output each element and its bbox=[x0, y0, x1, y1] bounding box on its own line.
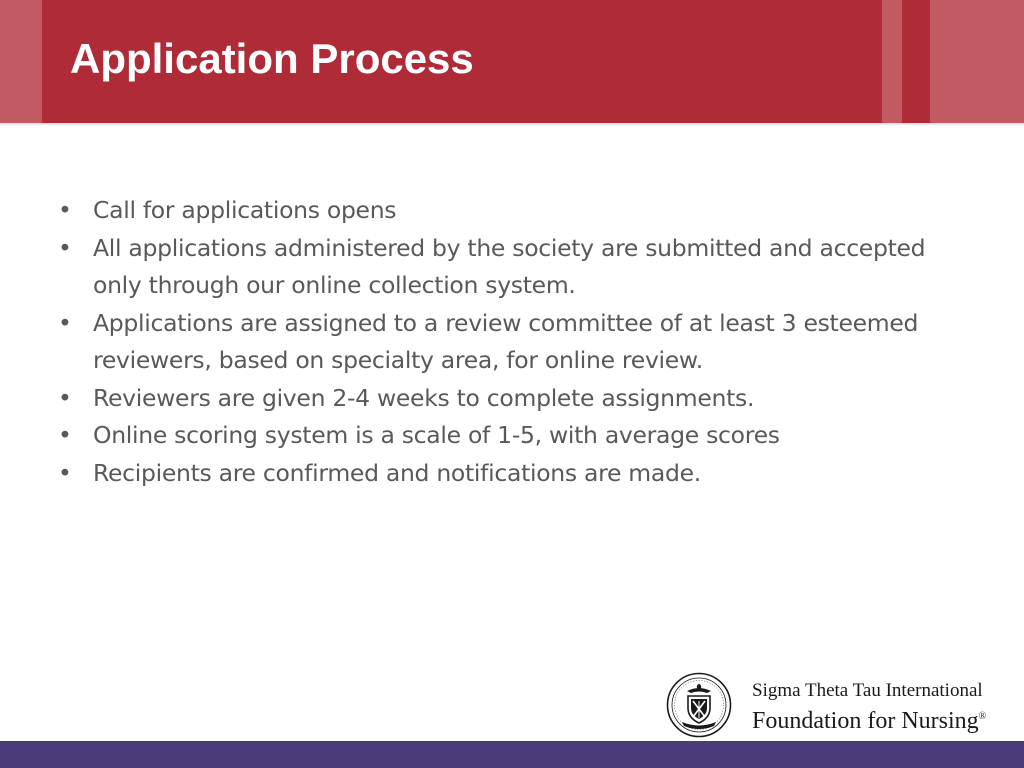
bullet-item bbox=[58, 305, 928, 380]
slide-title: Application Process bbox=[70, 35, 474, 82]
header-stripe bbox=[882, 0, 902, 123]
bullet-text: Recipients are confirmed and notifications are made. bbox=[93, 458, 701, 487]
logo-organization-name: Sigma Theta Tau International bbox=[752, 680, 983, 701]
society-seal-icon bbox=[666, 672, 732, 738]
bullet-dot-icon: • bbox=[58, 458, 72, 487]
bullet-item bbox=[58, 380, 928, 418]
bullet-text: All applications administered by the society are submitted and accepted only through our online collection system. bbox=[93, 233, 926, 299]
header-left-strip bbox=[0, 0, 42, 123]
bullet-text: Reviewers are given 2-4 weeks to complete assignments. bbox=[93, 383, 755, 412]
bullet-text: Call for applications opens bbox=[93, 196, 397, 224]
logo-foundation-name bbox=[752, 703, 986, 735]
logo-foundation-text: Foundation for Nursing bbox=[752, 708, 979, 734]
bullet-item bbox=[58, 192, 928, 230]
bullet-item bbox=[58, 417, 928, 455]
bullet-item bbox=[58, 455, 928, 493]
bullet-dot-icon: • bbox=[58, 196, 72, 224]
bullet-dot-icon: • bbox=[58, 308, 72, 337]
bullet-text: Applications are assigned to a review committee of at least 3 esteemed reviewers, based on specialty area, for online review. bbox=[93, 308, 919, 374]
bullet-dot-icon: • bbox=[58, 233, 72, 262]
header-band bbox=[0, 0, 1024, 123]
header-shadow bbox=[0, 123, 1024, 126]
header-stripe bbox=[902, 0, 930, 123]
bullet-list bbox=[58, 192, 928, 492]
footer-band bbox=[0, 741, 1024, 768]
bullet-text: Online scoring system is a scale of 1-5, with average scores bbox=[93, 421, 780, 449]
header-stripe bbox=[930, 0, 1024, 123]
foundation-logo bbox=[666, 672, 1016, 738]
registered-mark: ® bbox=[978, 711, 987, 722]
bullet-dot-icon: • bbox=[58, 383, 72, 412]
bullet-dot-icon: • bbox=[58, 421, 72, 449]
bullet-item bbox=[58, 230, 928, 305]
